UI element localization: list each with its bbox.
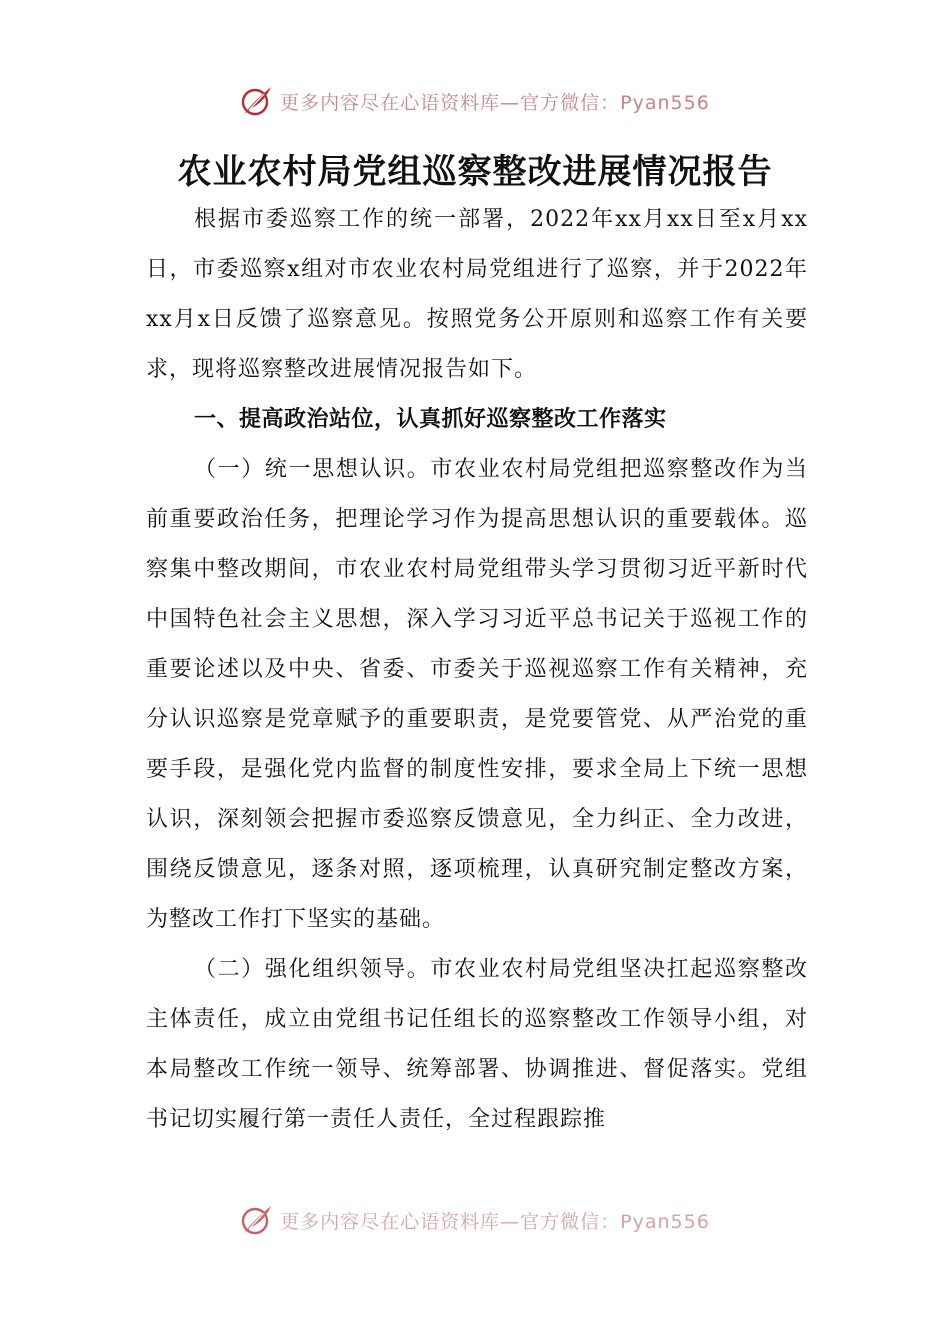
- watermark-text: 更多内容尽在心语资料库—官方微信：Pyan556: [280, 91, 710, 114]
- document-body: [146, 195, 808, 1145]
- watermark-bottom: [0, 1203, 950, 1237]
- intro-paragraph: 根据市委巡察工作的统一部署，2022年xx月xx日至x月xx日，市委巡察x组对市农业农村局党组进行了巡察，并于2022年xx月x日反馈了巡察意见。按照党务公开原则和巡察工作有关要求，现将巡察整改进展情况报告如下。: [146, 207, 808, 382]
- watermark-top: [0, 84, 950, 118]
- watermark-text: 更多内容尽在心语资料库—官方微信：Pyan556: [280, 1210, 710, 1233]
- section-heading: 一、提高政治站位，认真抓好巡察整改工作落实: [194, 407, 667, 432]
- quill-logo-icon: [240, 84, 274, 118]
- page-title: 农业农村局党组巡察整改进展情况报告: [177, 152, 773, 192]
- paragraph-unify-thinking: （一）统一思想认识。市农业农村局党组把巡察整改作为当前重要政治任务，把理论学习作为提高思想认识的重要载体。巡察集中整改期间，市农业农村局党组带头学习贯彻习近平新时代中国特色社会主义思想，深入学习习近平总书记关于巡视工作的重要论述以及中央、省委、市委关于巡视巡察工作有关精神，充分认识巡察是党章赋予的重要职责，是党要管党、从严治党的重要手段，是强化党内监督的制度性安排，要求全局上下统一思想认识，深刻领会把握市委巡察反馈意见，全力纠正、全力改进，围绕反馈意见，逐条对照，逐项梳理，认真研究制定整改方案，为整改工作打下坚实的基础。: [146, 457, 808, 932]
- quill-logo-icon: [240, 1203, 274, 1237]
- paragraph-strengthen-leadership: （二）强化组织领导。市农业农村局党组坚决扛起巡察整改主体责任，成立由党组书记任组长的巡察整改工作领导小组，对本局整改工作统一领导、统筹部署、协调推进、督促落实。党组书记切实履行第一责任人责任，全过程跟踪推: [146, 957, 808, 1132]
